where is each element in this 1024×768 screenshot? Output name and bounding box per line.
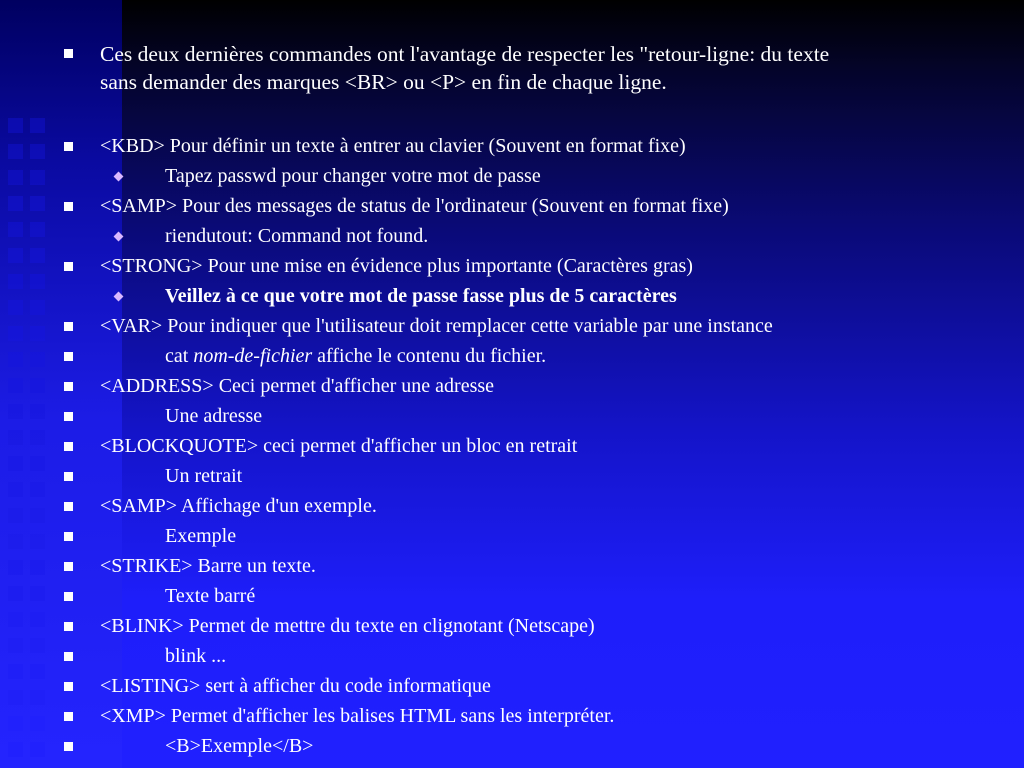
square-bullet-icon [64, 382, 73, 391]
diamond-bullet-icon [114, 232, 124, 242]
list-subitem-text: Tapez passwd pour changer votre mot de passe [165, 165, 541, 187]
intro-paragraph [100, 40, 1000, 96]
list-item-text: <VAR> Pour indiquer que l'utilisateur doit remplacer cette variable par une instance [100, 315, 773, 337]
diamond-bullet-icon [114, 292, 124, 302]
list-item-text: <XMP> Permet d'afficher les balises HTML sans les interpréter. [100, 705, 615, 727]
list-item-text: Un retrait [165, 465, 243, 487]
intro-line-1: Ces deux dernières commandes ont l'avantage de respecter les "retour-ligne: du texte [100, 42, 830, 66]
square-bullet-icon [64, 712, 73, 721]
square-bullet-icon [64, 682, 73, 691]
list-item-text: <B>Exemple</B> [165, 735, 314, 757]
square-bullet-icon [64, 202, 73, 211]
list-item-text [165, 344, 546, 368]
square-bullet-icon [64, 352, 73, 361]
list-item-text: blink ... [165, 645, 227, 667]
square-bullet-icon [64, 412, 73, 421]
square-bullet-icon [64, 262, 73, 271]
example-suffix: affiche le contenu du fichier. [312, 345, 547, 367]
list-subitem-text: Veillez à ce que votre mot de passe fasse plus de 5 caractères [165, 285, 677, 307]
list-item-text: <BLOCKQUOTE> ceci permet d'afficher un bloc en retrait [100, 435, 578, 457]
square-bullet-icon [64, 562, 73, 571]
diamond-bullet-icon [114, 172, 124, 182]
example-prefix: cat [165, 345, 194, 367]
square-bullet-icon [64, 142, 73, 151]
square-bullet-icon [64, 472, 73, 481]
list-item-text: Exemple [165, 525, 237, 547]
list-item-text: Texte barré [165, 585, 256, 607]
square-bullet-icon [64, 49, 73, 58]
square-bullet-icon [64, 592, 73, 601]
square-bullet-icon [64, 622, 73, 631]
list-item-text: <STRONG> Pour une mise en évidence plus importante (Caractères gras) [100, 255, 693, 277]
list-subitem-text: riendutout: Command not found. [165, 225, 429, 247]
square-bullet-icon [64, 652, 73, 661]
square-bullet-icon [64, 532, 73, 541]
list-item-text: <SAMP> Affichage d'un exemple. [100, 495, 377, 517]
list-item-text: Une adresse [165, 405, 263, 427]
list-item-text: <BLINK> Permet de mettre du texte en clignotant (Netscape) [100, 615, 595, 637]
list-item-text: <LISTING> sert à afficher du code informatique [100, 675, 491, 697]
example-variable: nom-de-fichier [193, 345, 313, 367]
square-bullet-icon [64, 742, 73, 751]
square-bullet-icon [64, 322, 73, 331]
list-item-text: <KBD> Pour définir un texte à entrer au clavier (Souvent en format fixe) [100, 135, 686, 157]
list-item-text: <ADDRESS> Ceci permet d'afficher une adresse [100, 375, 495, 397]
square-bullet-icon [64, 502, 73, 511]
square-bullet-icon [64, 442, 73, 451]
list-item-text: <STRIKE> Barre un texte. [100, 555, 316, 577]
intro-line-2: sans demander des marques <BR> ou <P> en fin de chaque ligne. [100, 70, 667, 94]
list-item-text: <SAMP> Pour des messages de status de l'ordinateur (Souvent en format fixe) [100, 195, 729, 217]
